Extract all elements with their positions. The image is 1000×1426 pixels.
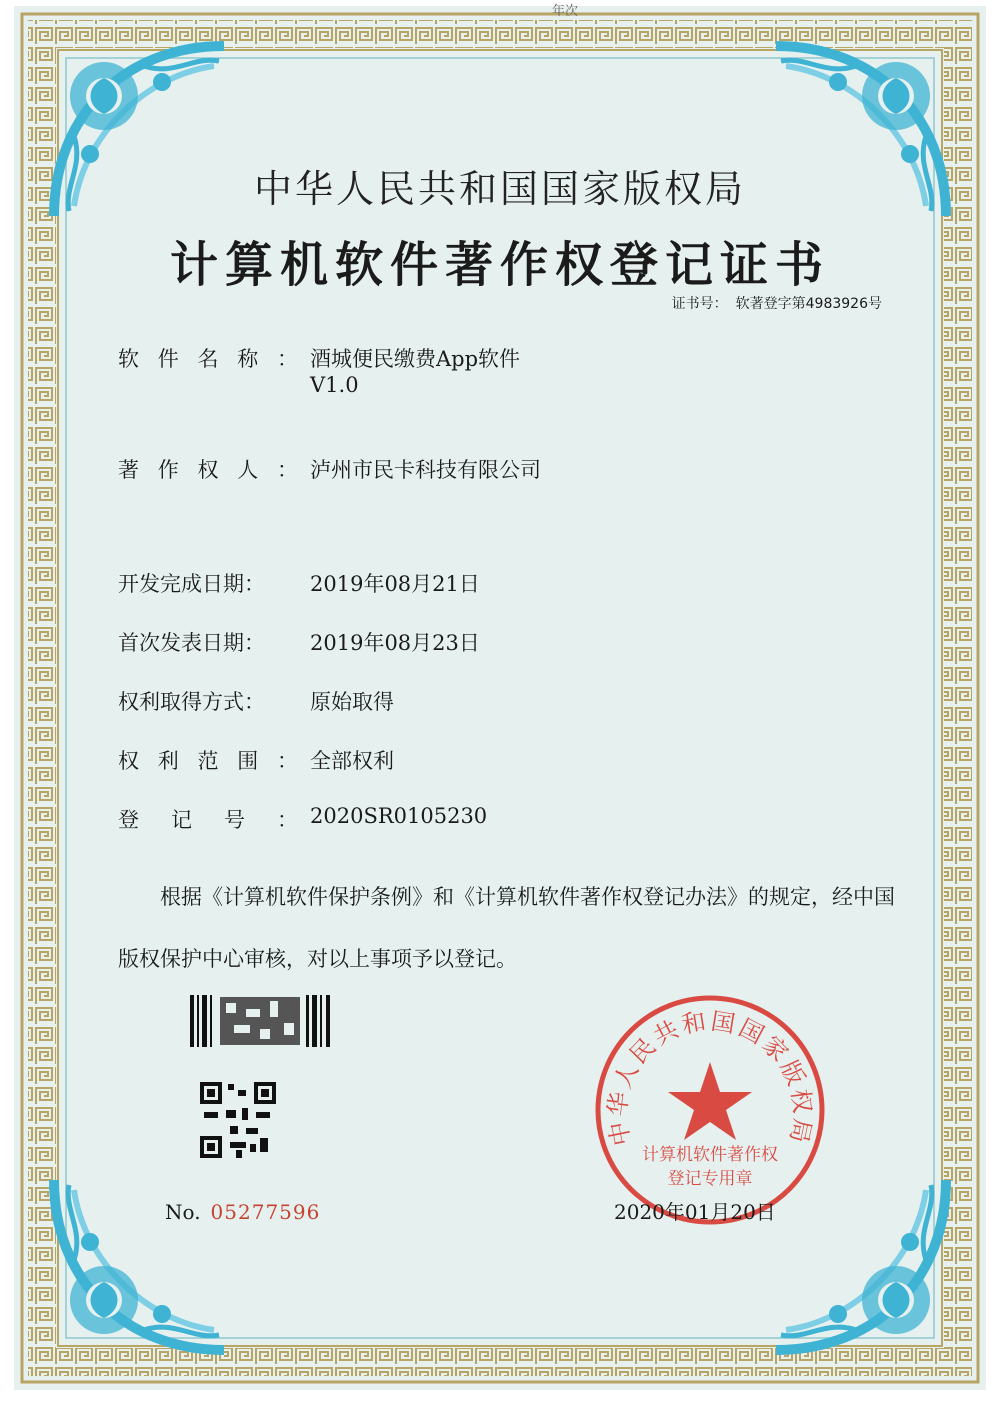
- registration-statement: 根据《计算机软件保护条例》和《计算机软件著作权登记办法》的规定，经中国版权保护中心审核，对以上事项予以登记。: [118, 885, 895, 971]
- qr-code-icon: [200, 1082, 276, 1158]
- software-name-value: 酒城便民缴费App软件: [310, 347, 521, 371]
- rights-scope-value: 全部权利: [310, 749, 394, 773]
- certificate-number-value: 软著登字第4983926号: [735, 296, 882, 312]
- seal-line-1: 计算机软件著作权: [642, 1145, 778, 1165]
- certificate-title: 计算机软件著作权登记证书: [169, 237, 830, 293]
- first-publication-label: 首次发表日期：: [118, 631, 265, 655]
- completion-date-value: 2019年08月21日: [310, 572, 480, 596]
- owner-value: 泸州市民卡科技有限公司: [310, 458, 541, 482]
- software-version: V1.0: [310, 373, 359, 397]
- software-name-label: 软 件 名 称 ：: [118, 347, 298, 371]
- registration-number-label: 登 记 号 ：: [118, 808, 298, 832]
- owner-label: 著 作 权 人 ：: [118, 458, 298, 482]
- serial-label: No.: [165, 1200, 201, 1224]
- seal-arc-text: 中华人民共和国国家版权局: [603, 1006, 817, 1149]
- seal-line-2: 登记专用章: [667, 1169, 753, 1189]
- serial-number: [165, 1200, 320, 1224]
- first-publication-value: 2019年08月23日: [310, 631, 480, 655]
- completion-date-label: 开发完成日期：: [118, 572, 265, 596]
- certificate-number-label: 证书号：: [671, 296, 728, 312]
- acquisition-method-label: 权利取得方式：: [118, 690, 265, 714]
- certificate-number: [664, 293, 882, 313]
- registration-number-value: 2020SR0105230: [310, 804, 488, 828]
- corner-ornament-bottom-left: [44, 1170, 234, 1360]
- rights-scope-label: 权 利 范 围 ：: [118, 749, 298, 773]
- barcode-icon: [190, 995, 336, 1047]
- handwritten-annotation: 年次: [552, 4, 579, 19]
- serial-value: 05277596: [210, 1200, 321, 1224]
- official-seal: [590, 990, 830, 1230]
- issue-date: 2020年01月20日: [614, 1200, 776, 1224]
- issuing-authority: 中华人民共和国国家版权局: [253, 167, 746, 211]
- acquisition-method-value: 原始取得: [310, 690, 394, 714]
- seal-icon: [590, 990, 830, 1230]
